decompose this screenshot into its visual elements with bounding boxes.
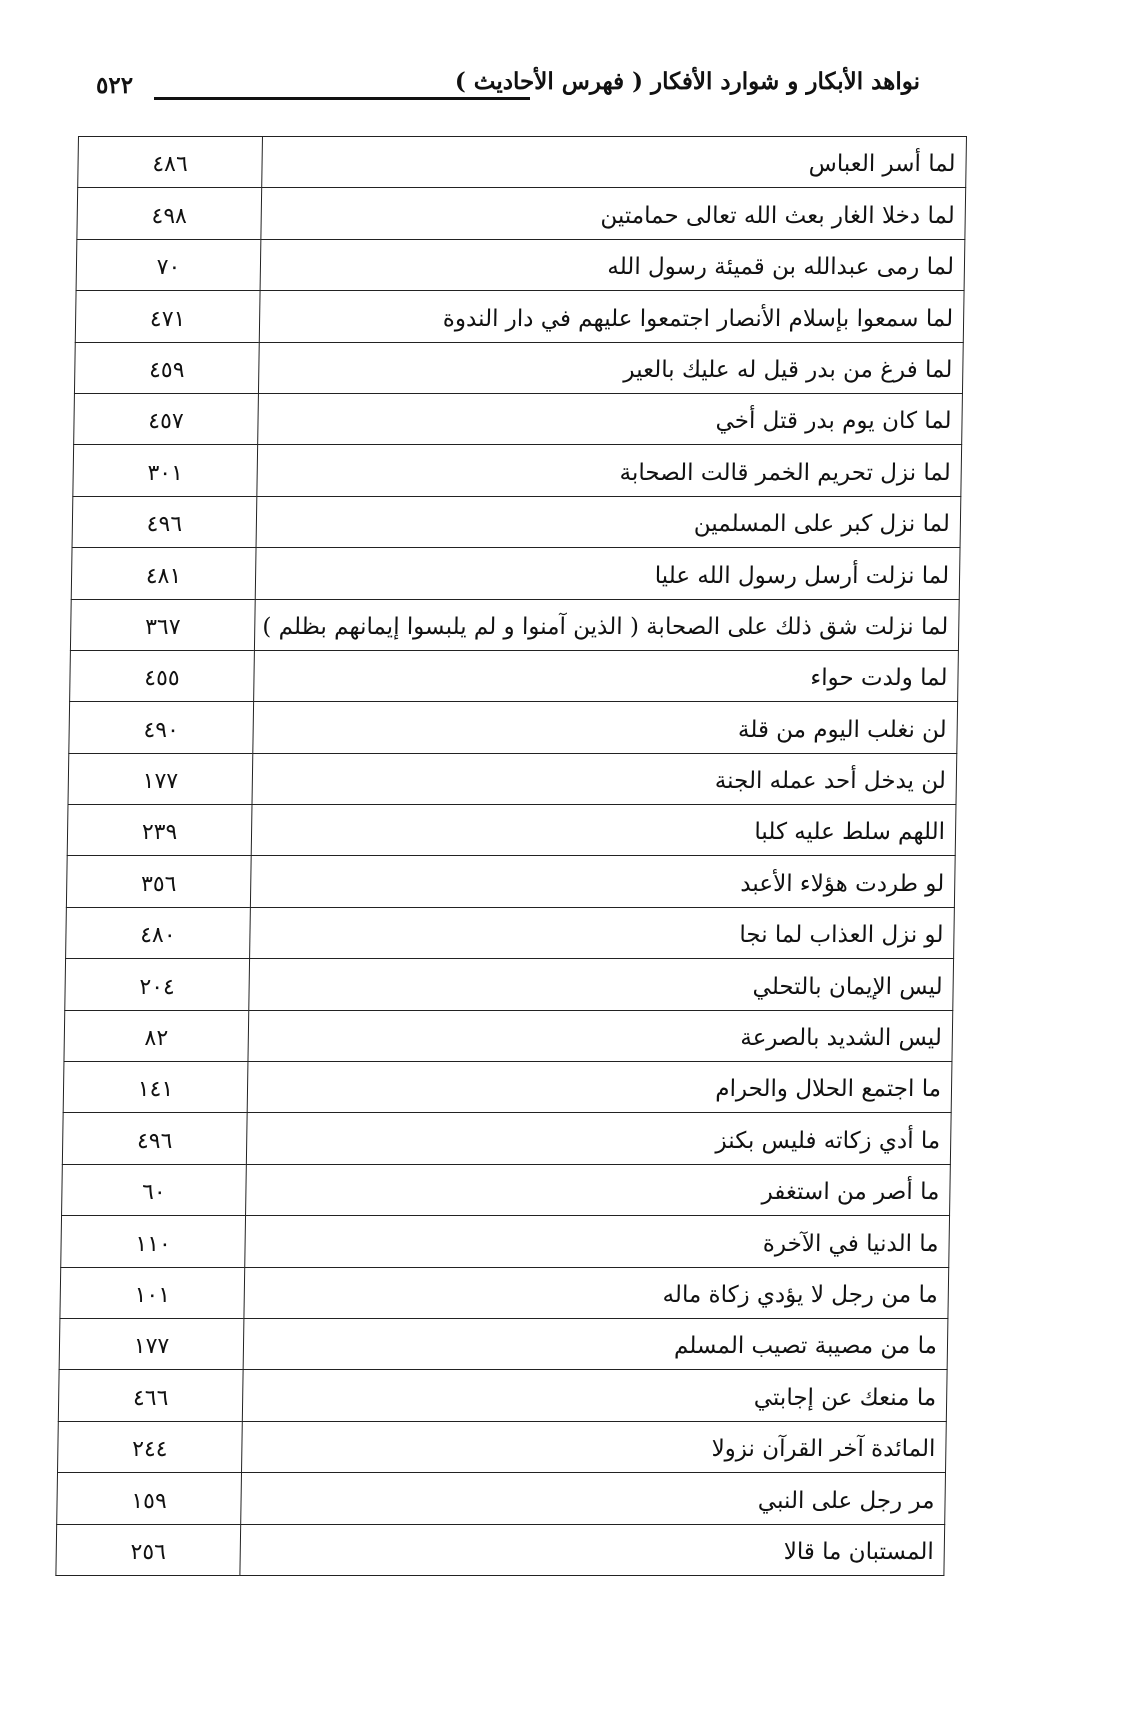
table-row	[62, 1164, 951, 1215]
hadith-incipit: لو طردت هؤلاء الأعبد	[250, 856, 955, 907]
table-row	[59, 1318, 948, 1369]
table-row	[75, 291, 964, 342]
table-row	[66, 907, 955, 958]
page-reference: ٤٨٦	[78, 137, 263, 188]
page-reference: ١٥٩	[57, 1473, 242, 1524]
table-row	[69, 702, 958, 753]
page-reference: ٧٠	[76, 239, 261, 290]
page-reference: ٨٢	[64, 1010, 249, 1061]
header-rule	[154, 97, 530, 100]
hadith-incipit: لما كان يوم بدر قتل أخي	[258, 393, 963, 444]
page-reference: ٤٨١	[71, 548, 256, 599]
table-row	[71, 548, 960, 599]
hadith-incipit: اللهم سلط عليه كلبا	[251, 805, 956, 856]
page-reference: ٣٥٦	[66, 856, 251, 907]
hadith-incipit: المستبان ما قالا	[240, 1524, 945, 1575]
page-reference: ٢٤٤	[58, 1421, 243, 1472]
page-reference: ٤٩٠	[69, 702, 254, 753]
page-reference: ٤٥٥	[70, 650, 255, 701]
hadith-incipit: لما نزلت أرسل رسول الله عليا	[255, 548, 960, 599]
hadith-incipit: لما نزلت شق ذلك على الصحابة ( الذين آمنوا و لم يلبسوا إيمانهم بظلم )	[254, 599, 959, 650]
table-row	[62, 1113, 951, 1164]
table-row	[74, 393, 963, 444]
page-reference: ٤٥٩	[74, 342, 259, 393]
hadith-incipit: لو نزل العذاب لما نجا	[250, 907, 955, 958]
page-reference: ٣٦٧	[70, 599, 255, 650]
table-row	[63, 1062, 952, 1113]
hadith-incipit: ليس الشديد بالصرعة	[248, 1010, 953, 1061]
table-row	[74, 342, 963, 393]
page-reference: ٤٨٠	[66, 907, 251, 958]
hadith-incipit: ما أدي زكاته فليس بكنز	[246, 1113, 951, 1164]
hadith-incipit: لما ولدت حواء	[254, 650, 959, 701]
page-header	[96, 66, 920, 106]
page-reference: ١٧٧	[59, 1318, 244, 1369]
table-row	[58, 1421, 947, 1472]
table-row	[56, 1524, 945, 1575]
page-reference: ١٠١	[60, 1267, 245, 1318]
table-row	[77, 188, 966, 239]
page-reference: ١١٠	[61, 1216, 246, 1267]
hadith-incipit: لما دخلا الغار بعث الله تعالى حمامتين	[261, 188, 966, 239]
hadith-incipit: ليس الإيمان بالتحلي	[249, 959, 954, 1010]
hadith-incipit: لن يدخل أحد عمله الجنة	[252, 753, 957, 804]
page-reference: ٤٩٦	[62, 1113, 247, 1164]
running-title: نواهد الأبكار و شوارد الأفكار ( فهرس الأحاديث )	[454, 68, 920, 95]
page-reference: ٤٧١	[75, 291, 260, 342]
page-reference: ٢٥٦	[56, 1524, 241, 1575]
page-reference: ٤٥٧	[74, 393, 259, 444]
table-row	[78, 137, 967, 188]
page-reference: ٣٠١	[73, 445, 258, 496]
page-number: ٥٢٢	[96, 72, 134, 99]
page-reference: ٤٩٨	[77, 188, 262, 239]
hadith-incipit: ما منعك عن إجابتي	[242, 1370, 947, 1421]
page-reference: ٤٦٦	[58, 1370, 243, 1421]
page-reference: ١٧٧	[68, 753, 253, 804]
hadith-incipit: لما نزل تحريم الخمر قالت الصحابة	[257, 445, 962, 496]
table-row	[70, 650, 959, 701]
page-reference: ٢٠٤	[65, 959, 250, 1010]
table-row	[68, 753, 957, 804]
hadith-index-body	[56, 137, 967, 1576]
hadith-incipit: لما نزل كبر على المسلمين	[256, 496, 961, 547]
page-reference: ٤٩٦	[72, 496, 257, 547]
table-row	[70, 599, 959, 650]
hadith-incipit: لما سمعوا بإسلام الأنصار اجتمعوا عليهم في دار الندوة	[259, 291, 964, 342]
table-row	[60, 1267, 949, 1318]
table-row	[73, 445, 962, 496]
table-row	[66, 856, 955, 907]
hadith-index-table	[55, 136, 967, 1576]
table-row	[58, 1370, 947, 1421]
hadith-incipit: لما أسر العباس	[262, 137, 967, 188]
table-row	[61, 1216, 950, 1267]
table-row	[76, 239, 965, 290]
page-reference: ١٤١	[63, 1062, 248, 1113]
table-row	[57, 1473, 946, 1524]
hadith-incipit: مر رجل على النبي	[241, 1473, 946, 1524]
hadith-incipit: ما من رجل لا يؤدي زكاة ماله	[244, 1267, 949, 1318]
table-row	[65, 959, 954, 1010]
hadith-incipit: لما رمى عبدالله بن قميئة رسول الله	[260, 239, 965, 290]
table-row	[67, 805, 956, 856]
hadith-incipit: ما اجتمع الحلال والحرام	[247, 1062, 952, 1113]
page-reference: ٦٠	[62, 1164, 247, 1215]
hadith-incipit: ما أصر من استغفر	[246, 1164, 951, 1215]
page-reference: ٢٣٩	[67, 805, 252, 856]
hadith-incipit: ما الدنيا في الآخرة	[245, 1216, 950, 1267]
table-row	[64, 1010, 953, 1061]
hadith-incipit: ما من مصيبة تصيب المسلم	[243, 1318, 948, 1369]
hadith-incipit: المائدة آخر القرآن نزولا	[242, 1421, 947, 1472]
hadith-incipit: لن نغلب اليوم من قلة	[253, 702, 958, 753]
table-row	[72, 496, 961, 547]
hadith-incipit: لما فرغ من بدر قيل له عليك بالعير	[258, 342, 963, 393]
